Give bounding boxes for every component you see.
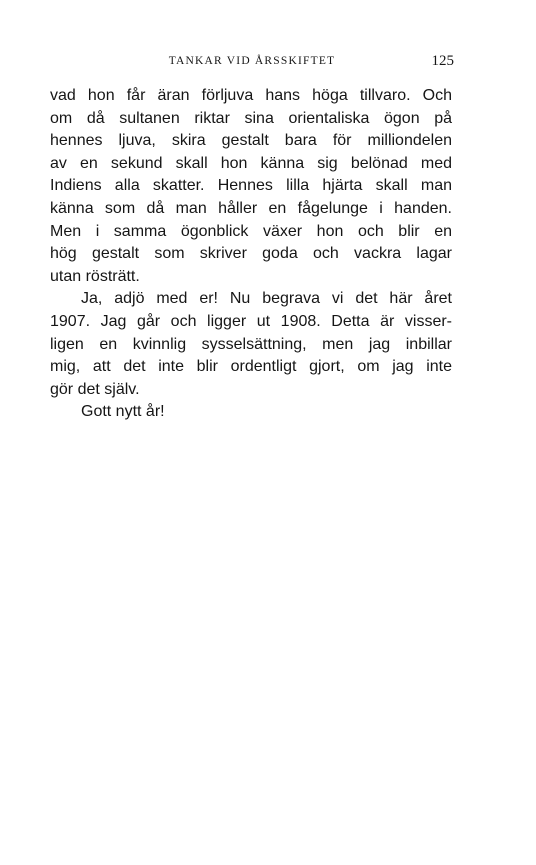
text-line: 1907. Jag går och ligger ut 1908. Detta är visser-	[50, 312, 452, 330]
text-line: Gott nytt år!	[81, 403, 165, 421]
text-line: vad hon får äran förljuva hans höga tillvaro. Och	[50, 87, 452, 104]
page-number: 125	[431, 53, 454, 69]
text-line: hennes ljuva, skira gestalt bara för milliondelen	[50, 132, 452, 150]
running-head	[50, 51, 454, 71]
text-line: mig, att det inte blir ordentligt gjort, om jag inte	[50, 358, 452, 376]
text-line: om då sultanen riktar sina orientaliska ögon på	[50, 109, 452, 127]
running-title: TANKAR VID ÅRSSKIFTET	[168, 55, 336, 67]
text-line: känna som då man håller en fågelunge i handen.	[50, 199, 452, 217]
text-line: gör det själv.	[50, 380, 140, 398]
text-line: Men i samma ögonblick växer hon och blir en	[50, 222, 452, 240]
text-line: hög gestalt som skriver goda och vackra lagar	[50, 245, 452, 263]
text-line: Ja, adjö med er! Nu begrava vi det här året	[81, 290, 452, 308]
text-line: av en sekund skall hon känna sig belönad med	[50, 154, 452, 172]
body-text	[50, 85, 452, 424]
text-line: Indiens alla skatter. Hennes lilla hjärta skall man	[50, 177, 452, 195]
text-line: utan rösträtt.	[50, 267, 140, 285]
text-line: ligen en kvinnlig sysselsättning, men jag inbillar	[50, 335, 452, 353]
